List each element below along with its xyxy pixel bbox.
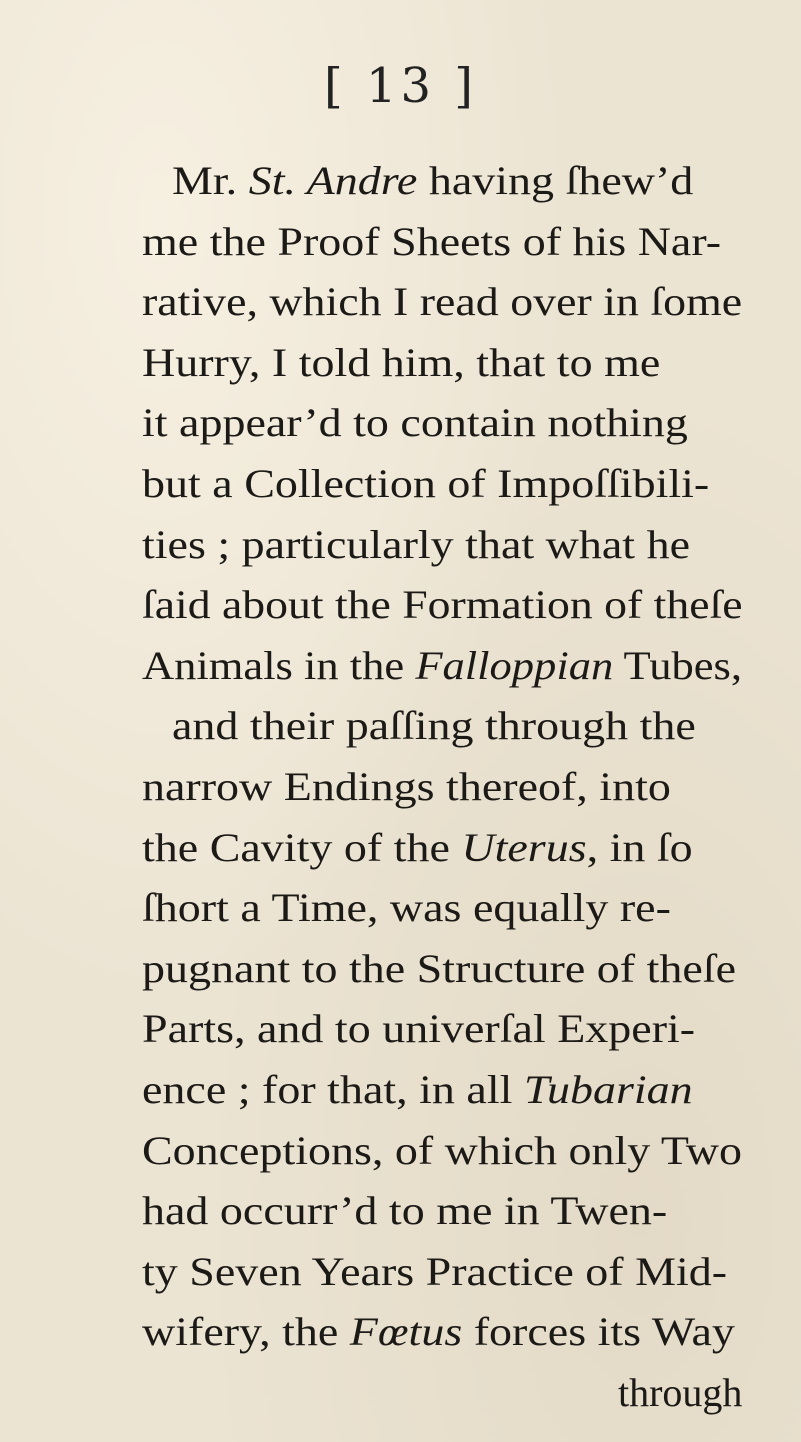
text-run: but a Collection of Impoſſibili-: [142, 461, 710, 506]
text-run: pugnant to the Structure of theſe: [142, 945, 737, 991]
text-line: [142, 1061, 693, 1119]
text-run: it appear’d to contain nothing: [142, 400, 688, 446]
page-number: [ 13 ]: [323, 58, 478, 114]
text-run: Hurry, I told him, that to me: [142, 339, 661, 385]
text-line: [142, 1000, 695, 1058]
text-run: wifery, the: [142, 1309, 350, 1355]
italic-text: Tubarian: [523, 1067, 693, 1112]
text-line: [142, 1122, 742, 1180]
text-line: [142, 394, 688, 452]
text-line: [172, 152, 693, 210]
text-line: [142, 516, 690, 574]
text-line: [142, 1182, 667, 1240]
text-run: rative, which I read over in ſome: [142, 279, 743, 325]
text-run: Conceptions, of which only Two: [142, 1127, 742, 1173]
text-line: [142, 637, 742, 695]
text-line: [142, 213, 721, 271]
text-run: ſhort a Time, was equally re-: [142, 885, 671, 931]
italic-text: Uterus: [461, 824, 587, 870]
text-run: ſaid about the Formation of theſe: [142, 582, 743, 628]
text-line: [142, 576, 743, 634]
text-line: [142, 758, 671, 816]
italic-text: Fœtus: [349, 1309, 463, 1355]
text-run: ence ; for that, in all: [142, 1067, 524, 1112]
text-line: [142, 334, 660, 392]
text-run: Mr.: [172, 158, 249, 203]
text-run: having ſhew’d: [417, 158, 694, 203]
text-line: [142, 273, 742, 331]
catchword: through: [618, 1370, 743, 1415]
text-line: [142, 879, 671, 937]
text-line: [142, 940, 736, 998]
text-run: narrow Endings thereof, into: [142, 764, 671, 809]
text-run: Tubes,: [613, 642, 742, 688]
text-line: [142, 1243, 727, 1301]
text-run: ties ; particularly that what he: [142, 521, 690, 567]
text-run: had occurr’d to me in Twen-: [142, 1188, 668, 1234]
text-run: me the Proof Sheets of his Nar-: [142, 218, 722, 264]
text-run: forces its Way: [462, 1309, 735, 1355]
italic-text: Falloppian: [415, 642, 614, 688]
text-line: [142, 455, 709, 513]
text-line: [142, 1303, 735, 1361]
text-line: [172, 697, 696, 755]
text-run: the Cavity of the: [142, 824, 462, 870]
text-run: , in ſo: [586, 824, 693, 870]
text-line: [142, 819, 693, 877]
text-run: Animals in the: [142, 642, 416, 688]
text-run: Parts, and to univerſal Experi-: [142, 1006, 696, 1052]
text-run: and their paſſing through the: [172, 703, 696, 749]
italic-text: St. Andre: [248, 158, 418, 203]
text-run: ty Seven Years Practice of Mid-: [142, 1248, 728, 1294]
